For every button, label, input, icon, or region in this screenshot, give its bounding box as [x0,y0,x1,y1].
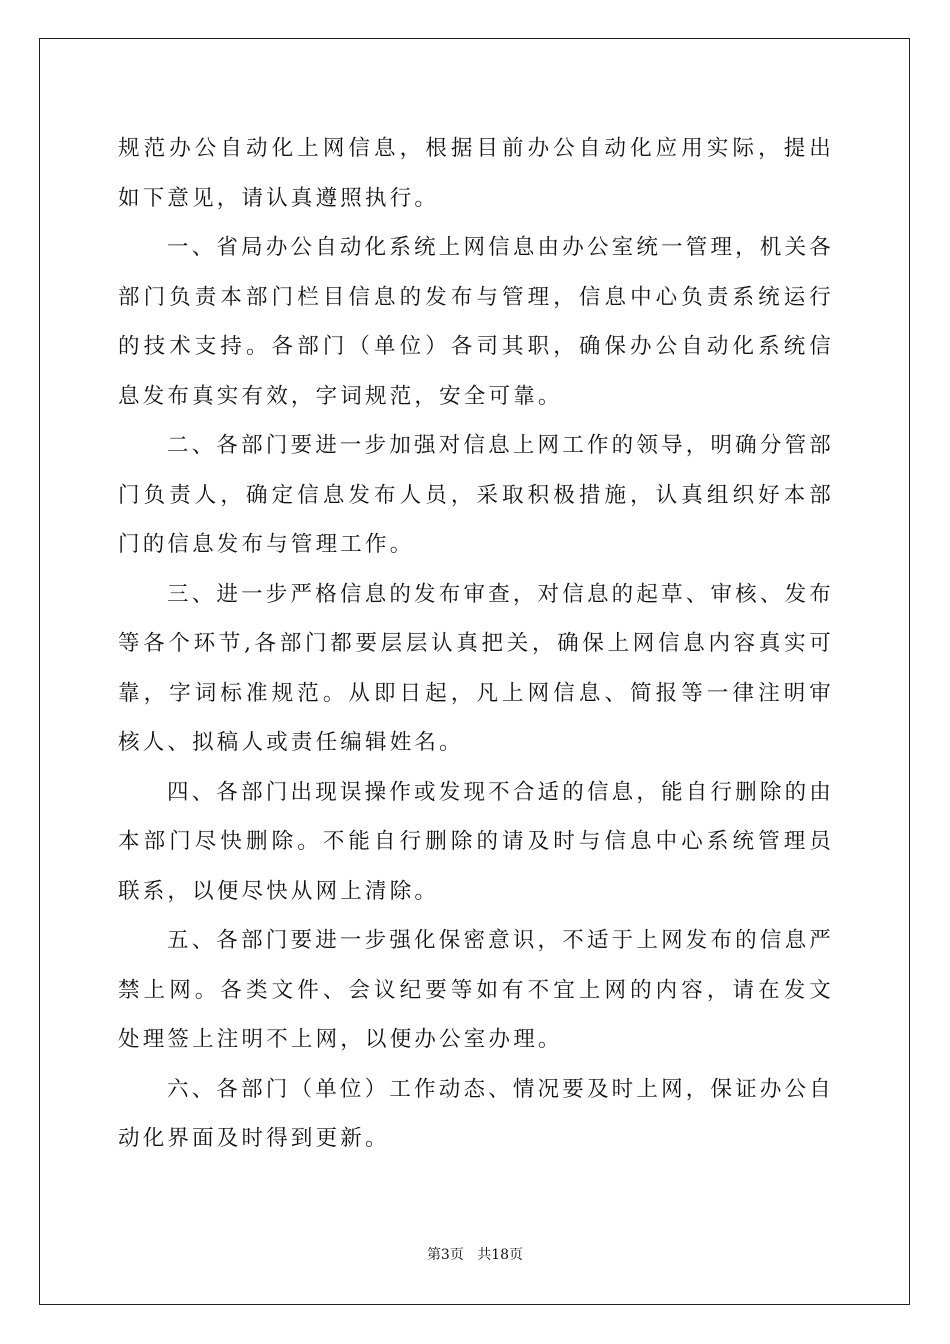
paragraph-item-4: 四、各部门出现误操作或发现不合适的信息，能自行删除的由本部门尽快删除。不能自行删除的请及时与信息中心系统管理员联系，以便尽快从网上清除。 [118,779,834,904]
document-body [118,124,834,1164]
page-footer [0,1245,950,1265]
page-total: 共18页 [477,1247,524,1263]
paragraph-item-5: 五、各部门要进一步强化保密意识，不适于上网发布的信息严禁上网。各类文件、会议纪要等如有不宜上网的内容，请在发文处理签上注明不上网，以便办公室办理。 [118,928,834,1052]
paragraph-intro: 规范办公自动化上网信息，根据目前办公自动化应用实际，提出如下意见，请认真遵照执行。 [118,136,834,211]
paragraph-item-6: 六、各部门（单位）工作动态、情况要及时上网，保证办公自动化界面及时得到更新。 [118,1076,834,1151]
footer-spacer [464,1247,477,1263]
page-number: 第3页 [426,1247,464,1263]
paragraph-item-1: 一、省局办公自动化系统上网信息由办公室统一管理，机关各部门负责本部门栏目信息的发布与管理，信息中心负责系统运行的技术支持。各部门（单位）各司其职，确保办公自动化系统信息发布真实有效，字词规范，安全可靠。 [118,235,834,409]
paragraph-item-3: 三、进一步严格信息的发布审查，对信息的起草、审核、发布等各个环节,各部门都要层层认真把关，确保上网信息内容真实可靠，字词标准规范。从即日起，凡上网信息、简报等一律注明审核人、拟稿人或责任编辑姓名。 [118,581,834,755]
paragraph-item-2: 二、各部门要进一步加强对信息上网工作的领导，明确分管部门负责人，确定信息发布人员，采取积极措施，认真组织好本部门的信息发布与管理工作。 [118,433,834,557]
